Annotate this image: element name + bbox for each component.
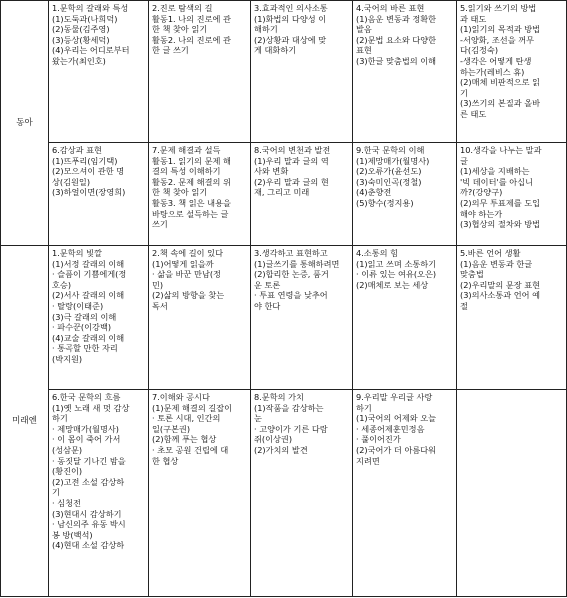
unit-title: 8.국어의 변천과 발전 [254,145,331,155]
unit-item: -서양화, 조선을 꺼무 [460,34,535,45]
unit-item: (3)쓰기의 본질과 올바 [460,98,541,109]
unit-item: (1)읽기의 목적과 방법 [460,24,541,35]
unit-item: 일(구본권) [152,423,191,434]
unit-item: '빅 데이터'를 아십니 [460,176,533,187]
unit-item: (1)도둑과(나희덕) [52,13,118,24]
unit-item: · 초모 공원 건립에 대 [152,444,229,455]
unit-item: 한 책 찾아 읽기 [152,24,208,35]
unit-title: 7.이해와 공시다 [152,392,210,402]
unit-title: 6.한국 문학의 흐름 [52,392,121,402]
unit-cell [149,246,251,390]
unit-title: 2.진로 탐색의 길 [152,3,213,13]
unit-item: (3)숙미인곡(정철) [356,176,422,187]
unit-item: 한 책 찾아 읽기 [152,187,208,198]
unit-item: 야 한다 [254,300,281,311]
unit-title: 1.문학의 빛깔 [52,248,102,258]
unit-title: 6.감상과 표현 [52,145,102,155]
unit-item: (2)우리 말과 글의 현 [254,176,329,187]
unit-item: 게 대화하기 [254,45,297,56]
unit-cell [49,143,149,246]
unit-item: (2)모으셔이 관한 명 [52,166,125,177]
unit-item: 다(김정숙) [460,45,499,56]
unit-title: 9.우리말 우리글 사랑 [356,392,433,402]
unit-item: (1)국어의 어제와 오늘 [356,413,437,424]
unit-item: 사와 변화 [254,166,289,177]
unit-cell [251,143,353,246]
unit-item: (2)우리말의 문장 표현 [460,279,541,290]
unit-cell [353,390,457,597]
unit-cell [149,390,251,597]
unit-item: · 이류 있는 여유(오은) [356,269,437,280]
unit-item: (4)현대 소설 감상하 [52,540,125,551]
unit-item: (1)제망매가(월명사) [356,155,430,166]
unit-item: (1)문제 해결의 길잡이 [152,402,233,413]
unit-item: (2)서사 갈래의 이해 [52,290,125,301]
unit-item: (3)극 갈래의 이해 [52,311,117,322]
unit-item: (1)서정 갈래의 이해 [52,258,125,269]
unit-cell [251,390,353,597]
unit-item: 활동1. 나의 진로에 관 [152,13,231,24]
unit-item: · 통곡할 만한 자리 [52,343,118,354]
unit-item: 글 [460,155,468,166]
unit-item: · 제망매가(월명사) [52,423,119,434]
unit-item: 재, 그리고 미래 [254,187,310,198]
unit-item: · 슬픔이 기쁨에게(정 [52,269,127,280]
unit-item: (2)매체로 보는 세상 [356,279,429,290]
unit-item: (1)세상을 지배하는 [460,166,530,177]
unit-item: 절 [460,300,468,311]
unit-item: 해하기 [254,24,278,35]
unit-item: (1)어떻게 읽을까 [152,258,214,269]
unit-item: · 동짓달 기나긴 밤을 [52,455,126,466]
table-row [1,1,567,143]
table-row [1,390,567,597]
unit-title: 2.책 속에 길이 있다 [152,248,223,258]
unit-cell [457,1,567,143]
unit-item: 민) [152,279,164,290]
unit-item: (4)춘향전 [356,187,392,198]
unit-item: 활동3. 책 읽은 내용을 [152,197,231,208]
unit-item: (3)한글 맞춤법의 이해 [356,55,437,66]
publisher-label: 미래엔 [1,246,49,597]
unit-item: (2)오류가(윤선도) [356,166,422,177]
unit-item: (5)향수(정지용) [356,197,414,208]
unit-item: 상(김원일) [52,176,91,187]
unit-item: (1)화법의 다양성 이 [254,13,327,24]
unit-item: 쥐(이상권) [254,434,293,445]
unit-item: · 투표 연령을 낮추어 [254,290,328,301]
unit-item: · 탈랑(이태준) [52,300,104,311]
unit-item: 른 태도 [460,108,487,119]
unit-item: 표현 [356,45,372,56]
unit-item: (1)우리 말과 글의 역 [254,155,329,166]
unit-item: (1)뜨푸리(임기택) [52,155,118,166]
unit-cell [457,390,567,597]
unit-title: 4.소통의 힘 [356,248,399,258]
unit-item: (3)하얼이면(장영희) [52,187,126,198]
unit-item: · 삶을 바꾼 만남(정 [152,269,221,280]
unit-item: 왔는가(최인호) [52,55,106,66]
unit-item: (1)음운 변동과 정확한 [356,13,437,24]
unit-title: 5.읽기와 쓰기의 방법 [460,3,537,13]
unit-item: 운 토론 [254,279,281,290]
unit-title: 7.문제 해결과 설득 [152,145,221,155]
unit-item: 하기 [52,413,68,424]
unit-item: 지려면 [356,455,380,466]
unit-item: 과 태도 [460,13,487,24]
unit-item: (2)고전 소설 감상하 [52,476,125,487]
unit-title: 5.바른 언어 생활 [460,248,521,258]
unit-item: (2)매체 비판적으로 읽 [460,77,541,88]
unit-item: · 이 몸이 죽어 가서 [52,434,121,445]
unit-cell [353,143,457,246]
unit-title: 9.한국 문학의 이해 [356,145,425,155]
unit-item: (2)상황과 대상에 맞 [254,34,327,45]
unit-item: 한 협상 [152,455,179,466]
unit-item: (2)삶의 방향을 찾는 [152,290,225,301]
unit-cell [251,246,353,390]
unit-item: (2)의무 투표제를 도입 [460,197,541,208]
unit-item: · 토론 시대, 인간의 [152,413,221,424]
unit-title: 3.생각하고 표현하고 [254,248,328,258]
unit-item: · 심청전 [52,497,81,508]
unit-title: 1.문학의 갈래와 특성 [52,3,129,13]
unit-item: · 풀이어진가 [356,434,401,445]
unit-item: (2)가치의 발견 [254,444,308,455]
unit-item: (2)합리한 논증, 품거 [254,269,329,280]
unit-item: · 고양이가 기른 다람 [254,423,328,434]
unit-item: 봉 방(백석) [52,529,93,540]
table-row [1,143,567,246]
unit-cell [149,1,251,143]
unit-item: (2)동물(김주영) [52,24,110,35]
unit-cell [353,246,457,390]
unit-item: · 파수꾼(이강백) [52,322,112,333]
unit-item: (3)등상(황세덕) [52,34,110,45]
unit-item: 활동2. 문제 해결의 위 [152,176,231,187]
unit-item: 활동1. 읽기의 문제 해 [152,155,231,166]
unit-title: 4.국어의 바른 표현 [356,3,425,13]
unit-cell [353,1,457,143]
unit-item: -생각은 어떻게 탄생 [460,55,532,66]
unit-item: 해야 하는가 [460,208,503,219]
unit-item: 독서 [152,300,168,311]
unit-cell [49,246,149,390]
unit-cell [251,1,353,143]
unit-item: 까?(강양구) [460,187,503,198]
unit-item: 호승) [52,279,72,290]
unit-item: 하기 [356,402,372,413]
unit-title: 10.생각을 나누는 말과 [460,145,542,155]
unit-item: 활동2. 나의 진로에 관 [152,34,231,45]
unit-cell [457,246,567,390]
unit-item: (황진이) [52,466,83,477]
unit-item: 기 [460,87,468,98]
unit-item: (2)문법 요소와 다양한 [356,34,437,45]
unit-item: (박지원) [52,353,83,364]
unit-item: (성삼문) [52,444,83,455]
unit-item: (4)교술 갈래의 이해 [52,332,125,343]
unit-item: (2)국어가 더 아름다워 [356,444,437,455]
unit-item: 쓰기 [152,219,168,230]
unit-item: (1)글쓰기를 통해하려면 [254,258,340,269]
unit-item: · 남신의주 유동 박시 [52,519,126,530]
unit-item: 눈 [254,413,262,424]
unit-cell [49,390,149,597]
unit-title: 3.효과적인 의사소통 [254,3,328,13]
unit-cell [457,143,567,246]
unit-item: 바탕으로 설득하는 글 [152,208,229,219]
unit-item: 한 글 쓰기 [152,45,189,56]
publisher-label: 동아 [1,1,49,246]
unit-item: (3)현대시 감상하기 [52,508,122,519]
unit-item: 기 [52,487,60,498]
unit-item: 발음 [356,24,372,35]
unit-title: 8.문학의 가치 [254,392,304,402]
unit-item: · 세종어제훈민정음 [356,423,425,434]
unit-item: (1)읽고 쓰며 소통하기 [356,258,437,269]
unit-item: (3)협상의 절차와 방법 [460,219,541,230]
unit-item: (4)우리는 어디로부터 [52,45,130,56]
unit-item: 맞춤법 [460,269,484,280]
unit-item: (1)옛 노래 새 멋 감상 [52,402,130,413]
unit-item: (1)음운 변동과 한글 [460,258,533,269]
unit-cell [149,143,251,246]
unit-item: (2)함께 푸는 협상 [152,434,217,445]
unit-cell [49,1,149,143]
unit-item: (1)작품을 감상하는 [254,402,324,413]
unit-item: 하는가(레비스 휴) [460,66,525,77]
table-row [1,246,567,390]
unit-item: 결의 특성 이해하기 [152,166,221,177]
unit-item: (3)의사소통과 언어 예 [460,290,541,301]
